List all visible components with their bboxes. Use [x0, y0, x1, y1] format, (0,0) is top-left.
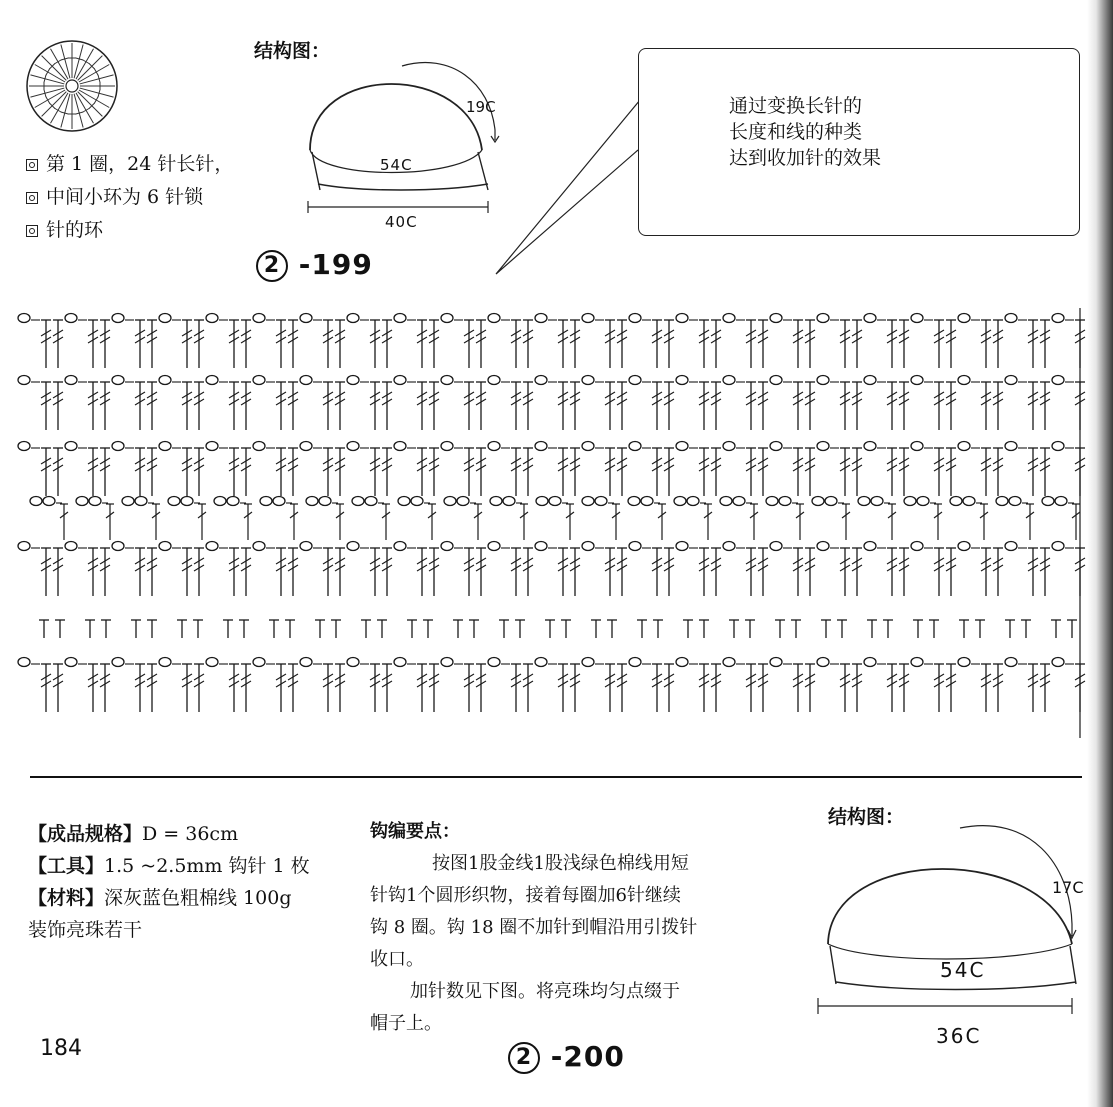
chain-stitch: [817, 658, 829, 667]
chain-stitch: [1052, 658, 1064, 667]
chain-stitch: [629, 658, 641, 667]
chain-stitch: [206, 376, 218, 385]
chain-stitch: [159, 376, 171, 385]
chain-stitch: [958, 376, 970, 385]
bullet-2: 中间小环为 6 针锁: [46, 186, 204, 208]
callout-line-3: 达到收加针的效果: [729, 147, 882, 169]
chain-stitch: [206, 658, 218, 667]
chain-stitch: [582, 658, 594, 667]
chain-stitch: [214, 497, 226, 506]
chain-stitch: [911, 542, 923, 551]
chain-stitch: [628, 497, 640, 506]
chain-stitch: [582, 497, 594, 506]
chain-stitch: [676, 542, 688, 551]
chain-stitch: [30, 497, 42, 506]
hat-width: 40C: [385, 213, 418, 231]
spec-row: 【工具】1.5 ~2.5mm 钩针 1 枚: [28, 855, 310, 877]
chain-stitch: [112, 442, 124, 451]
page-number: 184: [40, 1036, 82, 1061]
chain-stitch: [904, 497, 916, 506]
chain-stitch: [347, 542, 359, 551]
chain-stitch: [629, 442, 641, 451]
hat-diagram-bottom: [810, 814, 1090, 1034]
chain-stitch: [595, 497, 607, 506]
chain-stitch: [723, 442, 735, 451]
spec-row: 【成品规格】D = 36cm: [28, 823, 239, 845]
chain-stitch: [676, 442, 688, 451]
chain-stitch: [441, 542, 453, 551]
bullet-icon: [26, 225, 38, 237]
chain-stitch: [490, 497, 502, 506]
chain-stitch: [1055, 497, 1067, 506]
hat-circumference: 54C: [380, 156, 413, 174]
chain-stitch: [549, 497, 561, 506]
chain-stitch: [1005, 542, 1017, 551]
chain-stitch: [629, 314, 641, 323]
chain-stitch: [347, 314, 359, 323]
chain-stitch: [394, 542, 406, 551]
hat-side-length: 17C: [1052, 878, 1084, 897]
chain-stitch: [535, 314, 547, 323]
chain-stitch: [300, 314, 312, 323]
chain-stitch: [911, 376, 923, 385]
chain-stitch: [766, 497, 778, 506]
chain-stitch: [864, 542, 876, 551]
chain-stitch: [963, 497, 975, 506]
chain-stitch: [817, 376, 829, 385]
stitch-chart: [14, 308, 1086, 748]
chain-stitch: [720, 497, 732, 506]
chain-stitch: [394, 376, 406, 385]
chain-stitch: [488, 442, 500, 451]
chain-stitch: [582, 376, 594, 385]
circled-two-icon: 2: [256, 250, 288, 282]
chain-stitch: [770, 442, 782, 451]
chain-stitch: [159, 658, 171, 667]
hat-side-length: 19C: [466, 98, 496, 116]
chain-stitch: [206, 314, 218, 323]
chain-stitch: [347, 376, 359, 385]
chain-stitch: [723, 542, 735, 551]
chain-stitch: [394, 442, 406, 451]
chain-stitch: [441, 376, 453, 385]
chain-stitch: [674, 497, 686, 506]
chain-stitch: [18, 542, 30, 551]
chain-stitch: [253, 658, 265, 667]
chain-stitch: [864, 314, 876, 323]
chain-stitch: [65, 376, 77, 385]
points-line-6: 帽子上。: [370, 1013, 442, 1034]
chain-stitch: [347, 658, 359, 667]
chain-stitch: [112, 542, 124, 551]
chain-stitch: [441, 314, 453, 323]
chain-stitch: [398, 497, 410, 506]
chain-stitch: [1042, 497, 1054, 506]
chain-stitch: [582, 542, 594, 551]
chain-stitch: [1009, 497, 1021, 506]
structure-label-bottom: 结构图：: [828, 806, 905, 828]
chain-stitch: [253, 376, 265, 385]
chain-stitch: [65, 658, 77, 667]
chain-stitch: [488, 376, 500, 385]
chain-stitch: [535, 442, 547, 451]
points-line-5: 加针数见下图。将亮珠均匀点缀于: [410, 981, 680, 1002]
chain-stitch: [441, 442, 453, 451]
callout-line-2: 长度和线的种类: [729, 121, 863, 143]
chain-stitch: [300, 376, 312, 385]
hat-diagram-top: [290, 52, 510, 237]
chain-stitch: [300, 658, 312, 667]
points-line-4: 收口。: [370, 949, 424, 970]
chain-stitch: [300, 542, 312, 551]
chain-stitch: [503, 497, 515, 506]
chain-stitch: [441, 658, 453, 667]
chain-stitch: [950, 497, 962, 506]
chain-stitch: [168, 497, 180, 506]
structure-label-top: 结构图：: [254, 40, 331, 62]
chain-stitch: [958, 314, 970, 323]
chain-stitch: [723, 658, 735, 667]
chain-stitch: [365, 497, 377, 506]
chain-stitch: [536, 497, 548, 506]
chain-stitch: [817, 542, 829, 551]
crochet-points: [370, 816, 760, 1040]
chain-stitch: [1052, 442, 1064, 451]
chain-stitch: [779, 497, 791, 506]
hat-width: 36C: [936, 1024, 982, 1048]
chain-stitch: [273, 497, 285, 506]
chain-stitch: [18, 314, 30, 323]
bullet-icon: [26, 159, 38, 171]
chain-stitch: [18, 442, 30, 451]
chain-stitch: [812, 497, 824, 506]
bullet-3: 针的环: [46, 219, 104, 241]
section-divider: [30, 776, 1082, 778]
chain-stitch: [770, 658, 782, 667]
points-line-2: 针钩1个圆形织物，接着每圈加6针继续: [370, 885, 681, 906]
chain-stitch: [206, 542, 218, 551]
chain-stitch: [723, 376, 735, 385]
chain-stitch: [1005, 376, 1017, 385]
chain-stitch: [306, 497, 318, 506]
chain-stitch: [825, 497, 837, 506]
callout-pointer: [490, 40, 650, 280]
chain-stitch: [488, 314, 500, 323]
chain-stitch: [582, 314, 594, 323]
chain-stitch: [347, 442, 359, 451]
chain-stitch: [488, 658, 500, 667]
chain-stitch: [18, 658, 30, 667]
points-line-3: 钩 8 圈。钩 18 圈不加针到帽沿用引拨针: [370, 917, 698, 938]
chain-stitch: [159, 314, 171, 323]
chain-stitch: [1005, 658, 1017, 667]
chain-stitch: [76, 497, 88, 506]
product-specs: [28, 818, 310, 946]
chain-stitch: [676, 314, 688, 323]
spec-extra: 装饰亮珠若干: [28, 919, 143, 941]
chain-stitch: [817, 314, 829, 323]
chain-stitch: [18, 376, 30, 385]
chain-stitch: [227, 497, 239, 506]
chain-stitch: [911, 658, 923, 667]
callout-line-1: 通过变换长针的: [729, 95, 863, 117]
chain-stitch: [535, 376, 547, 385]
chain-stitch: [917, 497, 929, 506]
chain-stitch: [535, 658, 547, 667]
chain-stitch: [770, 376, 782, 385]
chain-stitch: [1052, 542, 1064, 551]
chain-stitch: [770, 542, 782, 551]
chain-stitch: [253, 314, 265, 323]
spec-row: 【材料】深灰蓝色粗棉线 100g: [28, 887, 292, 909]
figure-number-199: 2 -199: [256, 248, 373, 282]
chain-stitch: [260, 497, 272, 506]
figure-number-200: 2 -200: [508, 1040, 625, 1074]
chain-stitch: [864, 376, 876, 385]
chain-stitch: [122, 497, 134, 506]
chain-stitch: [629, 542, 641, 551]
chain-stitch: [858, 497, 870, 506]
chain-stitch: [319, 497, 331, 506]
chain-stitch: [911, 442, 923, 451]
chain-stitch: [723, 314, 735, 323]
page-binding-edge: [1087, 0, 1113, 1107]
chain-stitch: [135, 497, 147, 506]
chain-stitch: [641, 497, 653, 506]
chain-stitch: [958, 442, 970, 451]
chain-stitch: [864, 442, 876, 451]
chain-stitch: [43, 497, 55, 506]
chain-stitch: [159, 442, 171, 451]
chain-stitch: [394, 658, 406, 667]
chain-stitch: [958, 658, 970, 667]
points-title: 钩编要点：: [370, 821, 460, 842]
chain-stitch: [488, 542, 500, 551]
chain-stitch: [958, 542, 970, 551]
chain-stitch: [535, 542, 547, 551]
chain-stitch: [89, 497, 101, 506]
chain-stitch: [112, 658, 124, 667]
round-1-bullets: [26, 148, 233, 247]
chain-stitch: [864, 658, 876, 667]
chain-stitch: [65, 442, 77, 451]
chain-stitch: [817, 442, 829, 451]
callout-box: [638, 48, 1080, 236]
points-line-1: 按图1股金线1股浅绿色棉线用短: [432, 853, 689, 874]
chain-stitch: [1052, 376, 1064, 385]
round-1-chart: [24, 38, 120, 134]
chain-stitch: [1005, 314, 1017, 323]
chain-stitch: [411, 497, 423, 506]
chain-stitch: [676, 658, 688, 667]
chain-stitch: [159, 542, 171, 551]
chain-stitch: [770, 314, 782, 323]
chain-stitch: [352, 497, 364, 506]
chain-stitch: [65, 314, 77, 323]
chain-stitch: [1052, 314, 1064, 323]
chain-stitch: [996, 497, 1008, 506]
chain-stitch: [253, 442, 265, 451]
chain-stitch: [394, 314, 406, 323]
chain-stitch: [687, 497, 699, 506]
chain-stitch: [444, 497, 456, 506]
chain-stitch: [733, 497, 745, 506]
chain-stitch: [676, 376, 688, 385]
chain-stitch: [253, 542, 265, 551]
bullet-1: 第 1 圈，24 针长针，: [46, 153, 234, 175]
chain-stitch: [1005, 442, 1017, 451]
chain-stitch: [65, 542, 77, 551]
chain-stitch: [181, 497, 193, 506]
chain-stitch: [911, 314, 923, 323]
hat-circumference: 54C: [940, 958, 986, 982]
circled-two-icon: 2: [508, 1042, 540, 1074]
chain-stitch: [582, 442, 594, 451]
chain-stitch: [629, 376, 641, 385]
chain-stitch: [871, 497, 883, 506]
chain-stitch: [457, 497, 469, 506]
chain-stitch: [206, 442, 218, 451]
chain-stitch: [112, 314, 124, 323]
bullet-icon: [26, 192, 38, 204]
chain-stitch: [300, 442, 312, 451]
chain-stitch: [112, 376, 124, 385]
